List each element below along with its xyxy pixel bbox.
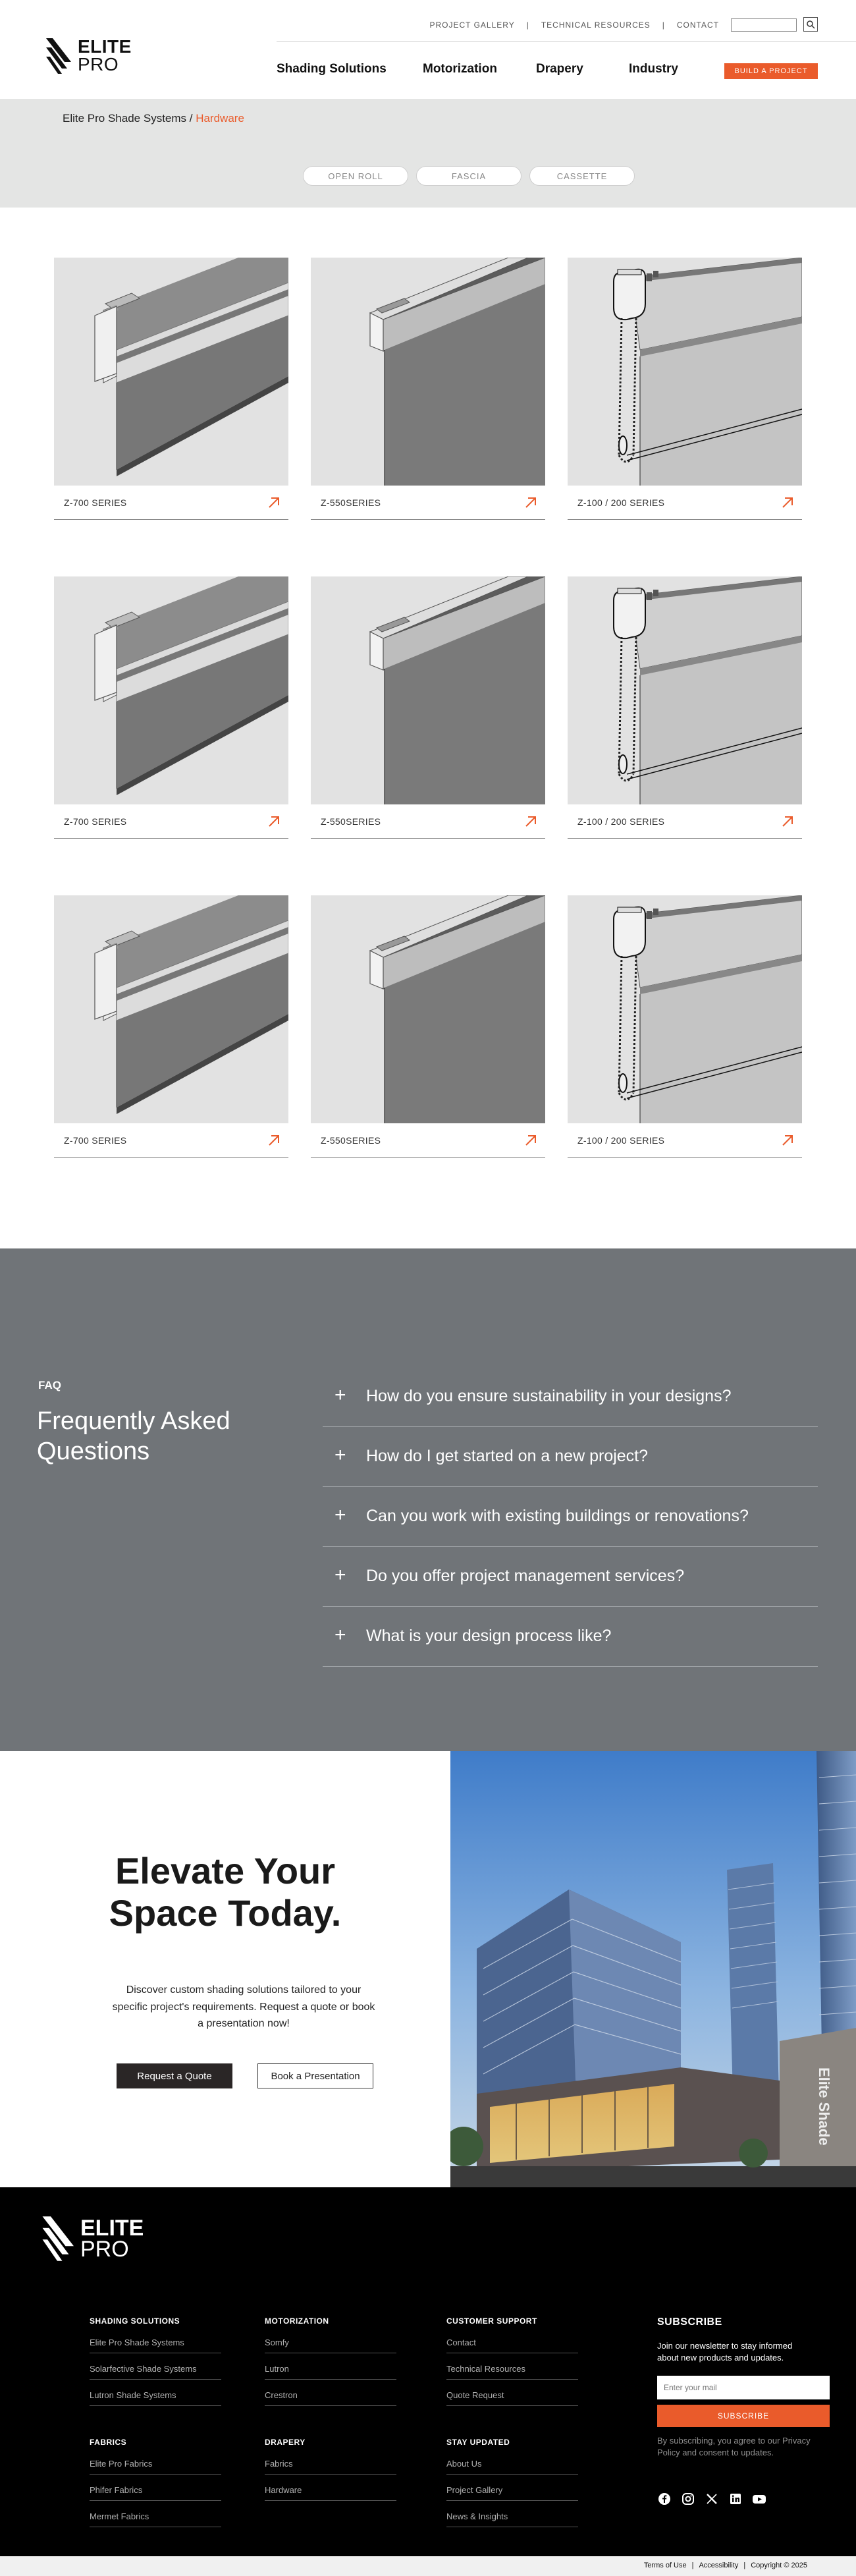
- product-label: Z-550SERIES: [321, 816, 381, 827]
- arrow-up-right-icon[interactable]: [781, 1134, 794, 1147]
- footer-heading: MOTORIZATION: [265, 2316, 329, 2326]
- product-label: Z-100 / 200 SERIES: [577, 816, 665, 827]
- product-footer: [311, 804, 545, 839]
- book-presentation-button[interactable]: Book a Presentation: [257, 2063, 373, 2088]
- divider: |: [526, 20, 529, 30]
- product-image: [311, 258, 545, 486]
- request-quote-button[interactable]: Request a Quote: [117, 2063, 232, 2088]
- product-footer: [54, 804, 288, 839]
- subscribe-fine-print: By subscribing, you agree to our Privacy Policy and consent to updates.: [657, 2436, 811, 2458]
- nav-industry[interactable]: Industry: [629, 62, 678, 76]
- plus-icon[interactable]: +: [334, 1504, 346, 1526]
- arrow-up-right-icon[interactable]: [781, 815, 794, 828]
- logo-line2: PRO: [80, 2237, 129, 2262]
- product-image: [568, 576, 802, 804]
- faq-question: What is your design process like?: [366, 1627, 612, 1645]
- product-image: [54, 576, 288, 804]
- product-label: Z-550SERIES: [321, 1135, 381, 1146]
- faq-section: [0, 1248, 856, 1751]
- faq-list: [323, 1367, 818, 1667]
- product-footer: [311, 1123, 545, 1158]
- footer-link[interactable]: Crestron: [265, 2388, 396, 2406]
- logo-line1: ELITE: [78, 36, 132, 57]
- faq-item[interactable]: [323, 1367, 818, 1427]
- product-card[interactable]: [568, 895, 802, 1158]
- footer-column: [265, 2438, 410, 2509]
- footer-heading: STAY UPDATED: [446, 2438, 510, 2447]
- footer-link[interactable]: News & Insights: [446, 2509, 578, 2527]
- product-footer: [568, 486, 802, 520]
- link-technical-resources[interactable]: TECHNICAL RESOURCES: [541, 20, 651, 30]
- footer-link[interactable]: Quote Request: [446, 2388, 578, 2406]
- product-label: Z-700 SERIES: [64, 1135, 127, 1146]
- plus-icon[interactable]: +: [334, 1444, 346, 1466]
- cta-heading: [0, 1850, 450, 1935]
- product-image: [311, 576, 545, 804]
- product-label: Z-100 / 200 SERIES: [577, 497, 665, 508]
- plus-icon[interactable]: +: [334, 1564, 346, 1586]
- linkedin-icon[interactable]: [728, 2492, 743, 2506]
- brand-logo[interactable]: [45, 33, 144, 79]
- faq-question: How do I get started on a new project?: [366, 1447, 649, 1465]
- subscribe-button[interactable]: SUBSCRIBE: [657, 2405, 830, 2427]
- footer-link[interactable]: Lutron: [265, 2361, 396, 2380]
- facebook-icon[interactable]: [657, 2492, 672, 2506]
- faq-question: How do you ensure sustainability in your designs?: [366, 1387, 732, 1405]
- faq-tag: FAQ: [38, 1379, 61, 1391]
- faq-title: Frequently Asked Questions: [37, 1407, 230, 1465]
- product-image: [568, 895, 802, 1123]
- legal-links: [644, 2562, 807, 2569]
- instagram-icon[interactable]: [681, 2492, 695, 2506]
- svg-text:Elite Shade: Elite Shade: [816, 2067, 832, 2146]
- footer-link[interactable]: Mermet Fabrics: [90, 2509, 221, 2527]
- plus-icon[interactable]: +: [334, 1384, 346, 1406]
- building-photo: [450, 1751, 856, 2187]
- divider: |: [743, 2562, 746, 2569]
- product-image: [311, 895, 545, 1123]
- link-project-gallery[interactable]: PROJECT GALLERY: [429, 20, 515, 30]
- cta-content: [0, 1751, 450, 2187]
- footer-link[interactable]: Technical Resources: [446, 2361, 578, 2380]
- search-button[interactable]: [803, 17, 818, 32]
- footer-link[interactable]: Project Gallery: [446, 2482, 578, 2501]
- arrow-up-right-icon[interactable]: [781, 496, 794, 509]
- product-image: [568, 258, 802, 486]
- copyright: Copyright © 2025: [751, 2562, 807, 2569]
- logo-wordmark: [78, 38, 132, 73]
- arrow-up-right-icon[interactable]: [524, 1134, 537, 1147]
- footer-link[interactable]: About Us: [446, 2456, 578, 2475]
- footer-heading: FABRICS: [90, 2438, 127, 2447]
- logo-wordmark: [80, 2215, 144, 2262]
- faq-item[interactable]: [323, 1607, 818, 1667]
- divider: |: [662, 20, 665, 30]
- footer-link[interactable]: Solarfective Shade Systems: [90, 2361, 221, 2380]
- link-contact[interactable]: CONTACT: [676, 20, 719, 30]
- footer-link[interactable]: Elite Pro Shade Systems: [90, 2335, 221, 2353]
- faq-item[interactable]: [323, 1487, 818, 1547]
- filter-cassette[interactable]: CASSETTE: [529, 166, 635, 186]
- logo-line1: ELITE: [80, 2215, 144, 2241]
- logo-mark-icon: [41, 2212, 80, 2265]
- breadcrumb-band: [0, 99, 856, 208]
- newsletter-email-input[interactable]: [657, 2376, 830, 2399]
- youtube-icon[interactable]: [752, 2492, 766, 2506]
- footer-link[interactable]: Fabrics: [265, 2456, 396, 2475]
- product-card[interactable]: [311, 258, 545, 520]
- filter-fascia[interactable]: FASCIA: [416, 166, 522, 186]
- faq-item[interactable]: [323, 1547, 818, 1607]
- breadcrumb: [63, 112, 244, 125]
- product-footer: [311, 486, 545, 520]
- faq-item[interactable]: [323, 1427, 818, 1487]
- product-label: Z-700 SERIES: [64, 816, 127, 827]
- accessibility-link[interactable]: Accessibility: [699, 2562, 739, 2569]
- plus-icon[interactable]: +: [334, 1624, 346, 1646]
- arrow-up-right-icon[interactable]: [267, 496, 281, 509]
- arrow-up-right-icon[interactable]: [524, 496, 537, 509]
- cta-text: Discover custom shading solutions tailored to your specific project's requirements. Request a quote or book a presentation now!: [112, 1984, 375, 2030]
- main-nav: [277, 62, 678, 76]
- site-footer: [0, 2187, 856, 2556]
- filter-tabs: [303, 166, 635, 186]
- product-card[interactable]: [54, 895, 288, 1158]
- filter-open-roll[interactable]: OPEN ROLL: [303, 166, 408, 186]
- terms-link[interactable]: Terms of Use: [643, 2562, 687, 2569]
- footer-heading: DRAPERY: [265, 2438, 306, 2447]
- utility-nav: [429, 18, 797, 32]
- footer-link[interactable]: Phifer Fabrics: [90, 2482, 221, 2501]
- faq-question: Do you offer project management services?: [366, 1567, 685, 1585]
- footer-link[interactable]: Elite Pro Fabrics: [90, 2456, 221, 2475]
- cta-heading-line1: Elevate Your: [115, 1850, 336, 1891]
- x-icon[interactable]: [705, 2492, 719, 2506]
- footer-column: [446, 2316, 591, 2414]
- footer-column: [446, 2438, 591, 2535]
- divider: |: [691, 2562, 694, 2569]
- product-card[interactable]: [568, 258, 802, 520]
- product-footer: [54, 1123, 288, 1158]
- product-card[interactable]: [311, 895, 545, 1158]
- faq-question: Can you work with existing buildings or renovations?: [366, 1507, 749, 1525]
- product-card[interactable]: [54, 258, 288, 520]
- search-icon: [806, 20, 815, 29]
- build-project-button[interactable]: BUILD A PROJECT: [724, 63, 818, 79]
- social-links: [657, 2492, 766, 2506]
- product-grid: [0, 208, 856, 1248]
- footer-link[interactable]: Lutron Shade Systems: [90, 2388, 221, 2406]
- product-label: Z-550SERIES: [321, 497, 381, 508]
- footer-link[interactable]: Somfy: [265, 2335, 396, 2353]
- product-image: [54, 895, 288, 1123]
- product-card[interactable]: [54, 576, 288, 839]
- footer-column: [90, 2438, 234, 2535]
- subscribe-text: Join our newsletter to stay informed about new products and updates.: [657, 2341, 793, 2363]
- footer-heading: SHADING SOLUTIONS: [90, 2316, 180, 2326]
- product-card[interactable]: [568, 576, 802, 839]
- product-label: Z-700 SERIES: [64, 497, 127, 508]
- nav-shading-solutions[interactable]: Shading Solutions: [277, 62, 387, 76]
- arrow-up-right-icon[interactable]: [524, 815, 537, 828]
- nav-motorization[interactable]: Motorization: [423, 62, 497, 76]
- footer-logo[interactable]: [41, 2212, 144, 2265]
- legal-bar: [0, 2556, 856, 2576]
- cta-heading-line2: Space Today.: [109, 1892, 342, 1934]
- arrow-up-right-icon[interactable]: [267, 1134, 281, 1147]
- product-image: [54, 258, 288, 486]
- cta-section: [0, 1751, 856, 2187]
- subscribe-heading: SUBSCRIBE: [657, 2316, 722, 2328]
- breadcrumb-separator: /: [186, 112, 196, 125]
- arrow-up-right-icon[interactable]: [267, 815, 281, 828]
- product-footer: [568, 1123, 802, 1158]
- logo-line2: PRO: [78, 54, 119, 74]
- search-input[interactable]: [731, 18, 797, 32]
- site-header: [0, 0, 856, 99]
- nav-drapery[interactable]: Drapery: [536, 62, 583, 76]
- logo-mark-icon: [45, 36, 76, 76]
- footer-link[interactable]: Hardware: [265, 2482, 396, 2501]
- breadcrumb-parent[interactable]: Elite Pro Shade Systems: [63, 112, 187, 125]
- footer-link[interactable]: Contact: [446, 2335, 578, 2353]
- product-footer: [54, 486, 288, 520]
- footer-heading: CUSTOMER SUPPORT: [446, 2316, 537, 2326]
- product-card[interactable]: [311, 576, 545, 839]
- footer-column: [265, 2316, 410, 2414]
- product-label: Z-100 / 200 SERIES: [577, 1135, 665, 1146]
- breadcrumb-current: Hardware: [196, 112, 244, 125]
- footer-column: [90, 2316, 234, 2414]
- product-footer: [568, 804, 802, 839]
